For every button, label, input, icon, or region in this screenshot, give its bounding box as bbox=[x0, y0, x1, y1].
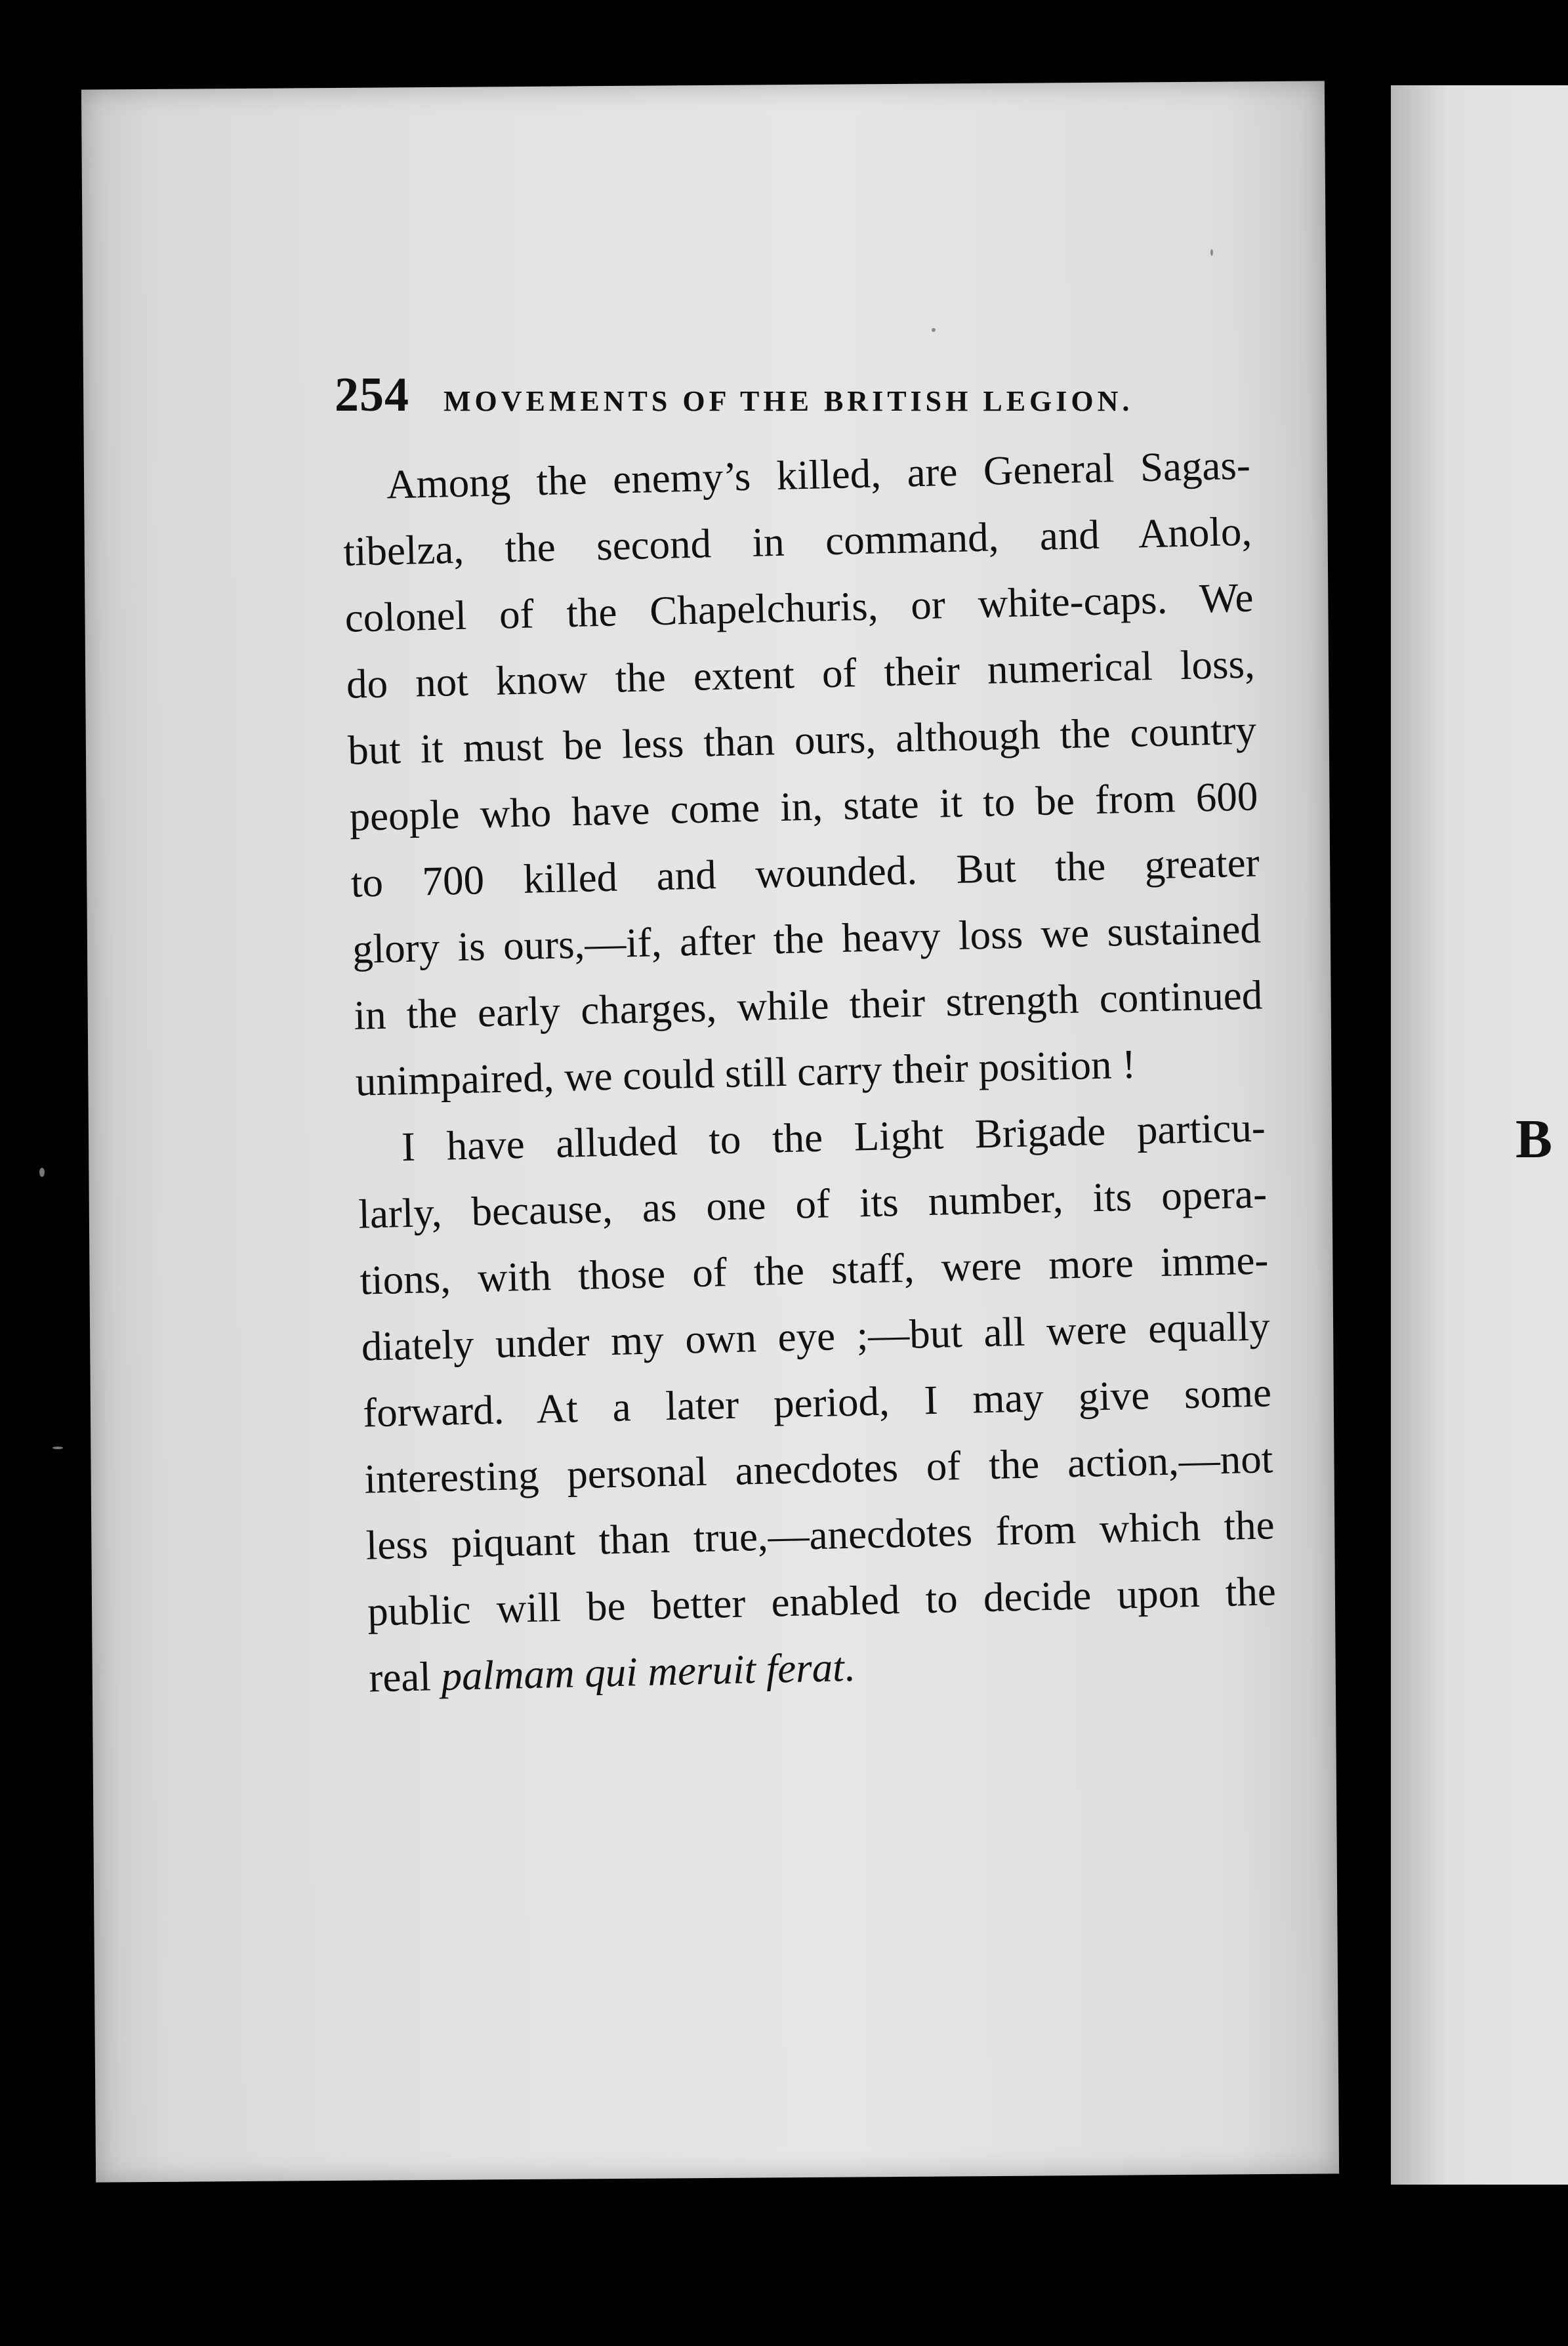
text-line: but it must be less than ours, although the country bbox=[347, 707, 1257, 773]
text-line: less piquant than true,—anecdotes from which the bbox=[365, 1502, 1275, 1569]
scan-speck bbox=[52, 1447, 63, 1449]
text-line: colonel of the Chapelchuris, or white-caps. We bbox=[344, 574, 1254, 641]
text-line: glory is ours,—if, after the heavy loss we sustained bbox=[352, 905, 1262, 972]
text-line: do not know the extent of their numerical loss, bbox=[346, 640, 1256, 707]
text-line: to 700 killed and wounded. But the greater bbox=[350, 839, 1260, 906]
text-line: unimpaired, we could still carry their position ! bbox=[354, 1040, 1136, 1105]
next-page-signature-letter: B bbox=[1516, 1109, 1553, 1170]
text-line: forward. At a later period, I may give some bbox=[362, 1369, 1272, 1436]
latin-motto: palmam qui meruit ferat bbox=[440, 1644, 845, 1700]
text-run: . bbox=[843, 1643, 856, 1691]
text-line: public will be better enabled to decide upon the bbox=[367, 1568, 1277, 1635]
page-number: 254 bbox=[335, 368, 409, 422]
text-line: tions, with those of the staff, were more imme- bbox=[359, 1237, 1269, 1304]
text-line: interesting personal anecdotes of the action,—not bbox=[363, 1435, 1273, 1502]
running-head bbox=[335, 367, 1253, 423]
running-head-title: MOVEMENTS OF THE BRITISH LEGION. bbox=[444, 385, 1134, 417]
scan-speck bbox=[39, 1168, 45, 1177]
scan-speck bbox=[1210, 249, 1213, 256]
scan-speck bbox=[932, 328, 936, 332]
text-line: people who have come in, state it to be from 600 bbox=[348, 773, 1259, 840]
text-line: Among the enemy’s killed, are General Sagas- bbox=[386, 442, 1251, 508]
text-line: I have alluded to the Light Brigade particu- bbox=[401, 1104, 1266, 1170]
text-line: larly, because, as one of its number, its opera- bbox=[358, 1170, 1268, 1237]
body-text bbox=[341, 432, 1278, 1712]
text-run: real bbox=[368, 1653, 442, 1701]
text-line: diately under my own eye ;—but all were equally bbox=[361, 1303, 1271, 1370]
text-line: in the early charges, while their strength continued bbox=[353, 972, 1263, 1039]
text-line: tibelza, the second in command, and Anolo, bbox=[342, 508, 1252, 575]
